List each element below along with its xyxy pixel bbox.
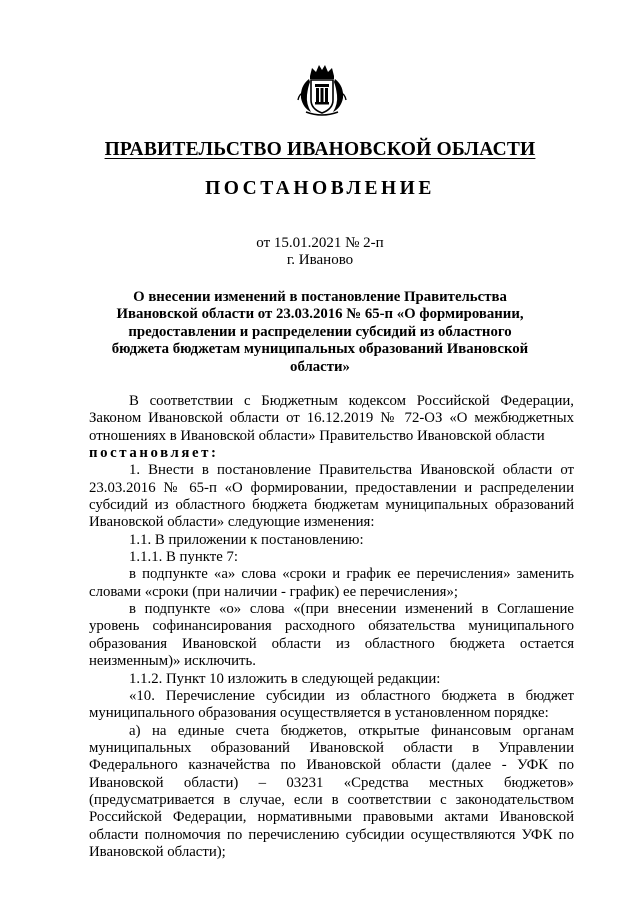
- government-title: ПРАВИТЕЛЬСТВО ИВАНОВСКОЙ ОБЛАСТИ: [104, 139, 536, 160]
- document-body: [89, 393, 574, 861]
- subclause-a-paragraph: в подпункте «а» слова «сроки и график ее перечисления» заменить словами «сроки (при наличии - график) ее перечисления»;: [89, 566, 574, 600]
- document-subject: О внесении изменений в постановление Правительства Ивановской области от 23.03.2016 № 65-п «О формировании, предоставлении и распределении субсидий из областного бюджета бюджетам муниципальных образований Ивановской области»: [111, 289, 529, 375]
- coat-of-arms-icon: [296, 62, 348, 116]
- clause-10-a-text: а) на единые счета бюджетов, открытые финансовым органам муниципальных образований Ивановской области в Управлении Федерального казначейства по Ивановской области (далее - УФК по Ивановской области) – 03231 «Средства местных бюджетов» (предусматривается в случае, если в соответствии с законодательством Российской Федерации, нормативными правовыми актами Ивановской области полномочия по перечислению субсидии осуществляются УФК по Ивановской области);: [89, 722, 574, 860]
- city: г. Иваново: [286, 252, 354, 268]
- date-number: от 15.01.2021 № 2-п: [256, 235, 384, 251]
- clause-1-1-1: 1.1.1. В пункте 7:: [129, 549, 239, 566]
- document-type-title: ПОСТАНОВЛЕНИЕ: [205, 178, 435, 199]
- clause-1-1: 1.1. В приложении к постановлению:: [129, 531, 364, 548]
- clause-10-text: «10. Перечисление субсидии из областного бюджета в бюджет муниципального образования осуществляется в установленном порядке:: [89, 687, 574, 722]
- subclause-o-paragraph: в подпункте «о» слова «(при внесении изменений в Соглашение уровень софинансирования расходного обязательства муниципального образования Ивановской области из областного бюджета остается неизменным)» исключить.: [89, 601, 574, 670]
- clause-1-1-2: 1.1.2. Пункт 10 изложить в следующей редакции:: [129, 670, 441, 687]
- clause-1: 1. Внести в постановление Правительства Ивановской области от 23.03.2016 № 65-п «О формировании, предоставлении и распределении субсидий из областного бюджета бюджетам муниципальных образований Ивановской области» следующие изменения:: [89, 462, 574, 531]
- intro-paragraph: В соответствии с Бюджетным кодексом Российской Федерации, Законом Ивановской области от 16.12.2019 № 72-ОЗ «О межбюджетных отношениях в Ивановской области» Правительство Ивановской области: [89, 393, 574, 444]
- resolves-word: постановляет:: [89, 445, 219, 462]
